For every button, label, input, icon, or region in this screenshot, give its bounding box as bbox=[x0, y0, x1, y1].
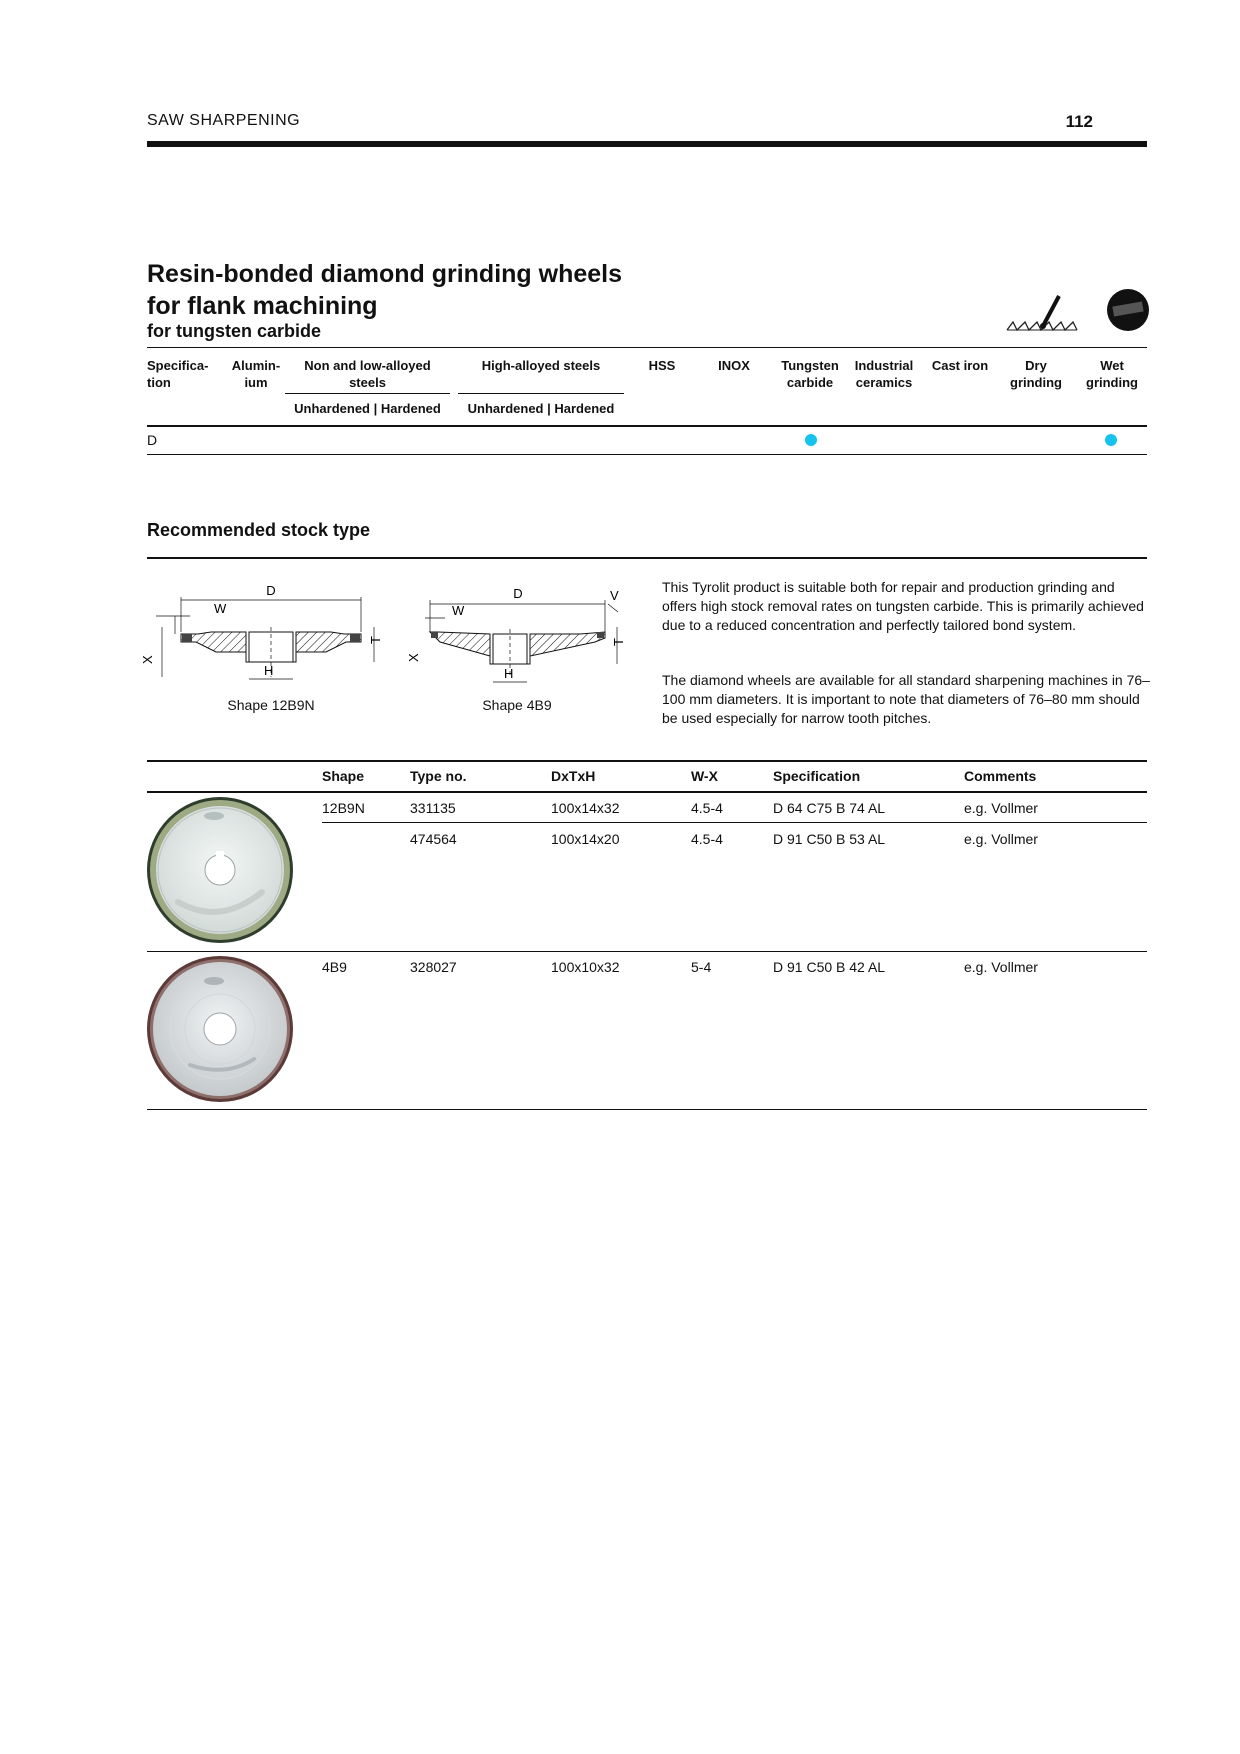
col-wet-grinding: Wet grinding bbox=[1086, 358, 1138, 390]
description-paragraph-1: This Tyrolit product is suitable both for repair and production grinding and offers high stock removal rates on tungsten carbide. This is primarily achieved due to a reduced concentration and perfectly tailored bond system. bbox=[662, 579, 1144, 633]
table-bottom-rule bbox=[147, 454, 1147, 455]
row1-type-no: 331135 bbox=[410, 800, 456, 816]
table-top-rule bbox=[147, 347, 1147, 348]
row2-rule bbox=[147, 951, 1147, 952]
page-subtitle: for tungsten carbide bbox=[147, 321, 322, 341]
wheel-4b9-image bbox=[146, 955, 294, 1103]
row1-spec: D 64 C75 B 74 AL bbox=[773, 800, 886, 816]
col-non-low-alloyed: Non and low-alloyed steels bbox=[304, 358, 431, 390]
header-rule bbox=[147, 141, 1147, 147]
col-wx: W-X bbox=[691, 768, 718, 784]
row3-dxtxh: 100x10x32 bbox=[551, 959, 620, 975]
col-dxtxh: DxTxH bbox=[551, 768, 596, 784]
col-industrial-ceramics: Industrial ceramics bbox=[854, 358, 914, 390]
row2-comment: e.g. Vollmer bbox=[964, 831, 1038, 847]
table-header-rule bbox=[147, 425, 1147, 427]
row3-spec: D 91 C50 B 42 AL bbox=[773, 959, 886, 975]
col-cast-iron: Cast iron bbox=[931, 358, 989, 373]
subheader-rule-2 bbox=[458, 393, 624, 394]
shape-4b9-caption: Shape 4B9 bbox=[482, 697, 552, 713]
application-icons bbox=[1005, 288, 1150, 338]
subheader-rule-1 bbox=[285, 393, 450, 394]
svg-text:H: H bbox=[504, 666, 514, 681]
row3-comment: e.g. Vollmer bbox=[964, 959, 1038, 975]
col-type-no: Type no. bbox=[410, 768, 467, 784]
col-aluminium: Alumin- ium bbox=[231, 358, 281, 390]
svg-text:T: T bbox=[611, 638, 626, 646]
row1-dxtxh: 100x14x32 bbox=[551, 800, 620, 816]
col-dry-grinding: Dry grinding bbox=[1010, 358, 1062, 390]
saw-blade-sharpening-icon bbox=[1007, 296, 1077, 330]
row2-type-no: 474564 bbox=[410, 831, 457, 847]
dot-wet-grinding bbox=[1105, 434, 1117, 446]
sub-non-low: Unhardened | Hardened bbox=[294, 401, 441, 416]
svg-text:D: D bbox=[266, 583, 276, 598]
svg-text:T: T bbox=[368, 636, 383, 644]
col-tungsten-carbide: Tungsten carbide bbox=[781, 358, 839, 390]
row3-wx: 5-4 bbox=[691, 959, 712, 975]
section-title: Recommended stock type bbox=[147, 520, 371, 540]
product-table-bottom-rule bbox=[147, 1109, 1147, 1110]
page-title bbox=[147, 258, 622, 322]
row-spec-d: D bbox=[147, 432, 158, 448]
sub-high: Unhardened | Hardened bbox=[467, 401, 615, 416]
svg-text:X: X bbox=[406, 653, 421, 662]
col-shape: Shape bbox=[322, 768, 365, 784]
section-rule bbox=[147, 557, 1147, 559]
col-specification: Specifica- tion bbox=[147, 358, 209, 390]
row1-rule bbox=[322, 822, 1147, 823]
dot-tungsten-carbide bbox=[805, 434, 817, 446]
section-header: SAW SHARPENING bbox=[147, 112, 301, 129]
description-paragraph-2: The diamond wheels are available for all standard sharpening machines in 76–100 mm diameters. It is important to note that diameters of 76–80 mm should be used especially for narrow tooth pitches. bbox=[662, 672, 1150, 726]
shape-4b9-diagram bbox=[406, 582, 630, 690]
col-hss: HSS bbox=[648, 358, 676, 373]
title-line-1: Resin-bonded diamond grinding wheels bbox=[147, 260, 623, 288]
row2-spec: D 91 C50 B 53 AL bbox=[773, 831, 886, 847]
row3-type-no: 328027 bbox=[410, 959, 457, 975]
col-inox: INOX bbox=[718, 358, 750, 373]
product-table-header-rule bbox=[147, 791, 1147, 793]
col-high-alloyed: High-alloyed steels bbox=[481, 358, 601, 373]
svg-text:W: W bbox=[452, 603, 465, 618]
row2-dxtxh: 100x14x20 bbox=[551, 831, 620, 847]
svg-text:W: W bbox=[214, 601, 227, 616]
row3-shape: 4B9 bbox=[322, 959, 347, 975]
tyrolit-badge-icon bbox=[1107, 289, 1149, 331]
page-number: 112 bbox=[1065, 112, 1093, 131]
row2-wx: 4.5-4 bbox=[691, 831, 723, 847]
svg-text:V: V bbox=[610, 588, 619, 603]
col-specification-header: Specification bbox=[773, 768, 861, 784]
svg-text:X: X bbox=[140, 655, 155, 664]
col-comments: Comments bbox=[964, 768, 1037, 784]
row1-comment: e.g. Vollmer bbox=[964, 800, 1038, 816]
svg-text:H: H bbox=[264, 663, 274, 678]
row1-shape: 12B9N bbox=[322, 800, 365, 816]
svg-text:D: D bbox=[513, 586, 523, 601]
shape-12b9n-diagram bbox=[140, 582, 396, 690]
row1-wx: 4.5-4 bbox=[691, 800, 723, 816]
shape-12b9n-caption: Shape 12B9N bbox=[227, 697, 315, 713]
wheel-12b9n-image bbox=[146, 796, 294, 944]
product-table-top-rule bbox=[147, 760, 1147, 762]
title-line-2: for flank machining bbox=[147, 292, 378, 320]
